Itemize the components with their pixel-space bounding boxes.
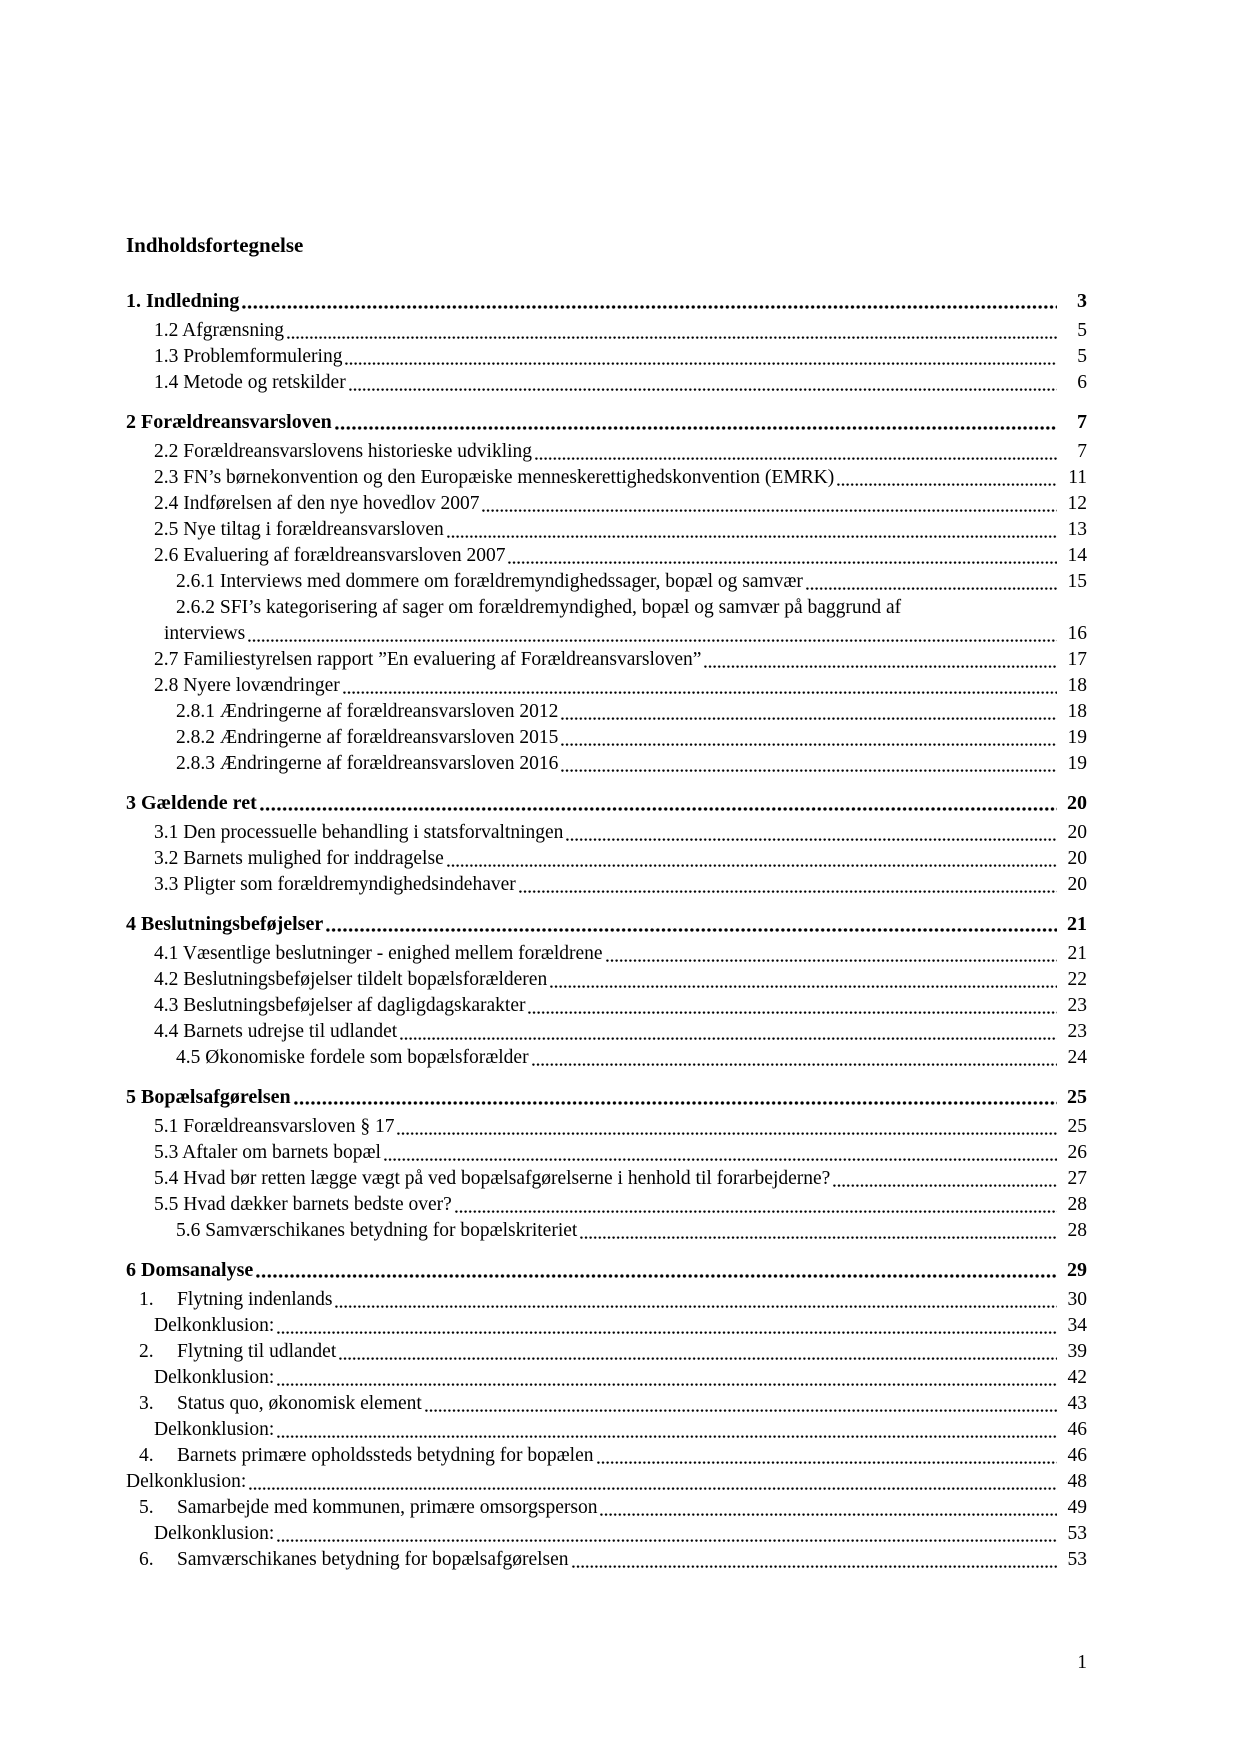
dotted-leader: [277, 1382, 1057, 1386]
dotted-leader: [294, 1100, 1057, 1105]
dotted-leader: [600, 1512, 1057, 1516]
toc-entry-label: 4.4 Barnets udrejse til udlandet: [154, 1021, 398, 1042]
toc-entry-label: 2.6.1 Interviews med dommere om forældremyndighedssager, bopæl og samvær: [176, 571, 803, 592]
dotted-leader: [384, 1157, 1057, 1161]
toc-entry-label: 5.1 Forældreansvarsloven § 17: [154, 1116, 395, 1137]
toc-entry: [126, 1019, 1087, 1045]
toc-entry-label: 4.5 Økonomiske fordele som bopælsforælder: [176, 1047, 529, 1068]
dotted-leader: [550, 984, 1057, 988]
toc-list: [126, 288, 1087, 1573]
dotted-leader: [508, 560, 1057, 564]
toc-entry-label: 1.4 Metode og retskilder: [154, 372, 346, 393]
toc-entry-page-number: 21: [1067, 913, 1087, 935]
toc-entry: [126, 1417, 1087, 1443]
toc-entry-page-number: 20: [1067, 792, 1087, 814]
toc-entry-page-number: 21: [1067, 943, 1087, 964]
toc-entry: [126, 517, 1087, 543]
toc-entry: [126, 543, 1087, 569]
toc-entry: [126, 872, 1087, 898]
toc-entry-page-number: 15: [1067, 571, 1087, 592]
toc-entry: [126, 941, 1087, 967]
toc-entry-label: Samarbejde med kommunen, primære omsorgsperson: [177, 1497, 598, 1518]
toc-entry: [126, 647, 1087, 673]
toc-entry: [126, 344, 1087, 370]
toc-entry-page-number: 5: [1077, 346, 1087, 367]
dotted-leader: [519, 889, 1057, 893]
toc-entry: [126, 370, 1087, 396]
dotted-leader: [597, 1460, 1058, 1464]
page-title: Indholdsfortegnelse: [126, 233, 304, 257]
toc-entry-number: 4.: [139, 1445, 154, 1466]
dotted-leader: [400, 1036, 1057, 1040]
dotted-leader: [277, 1330, 1057, 1334]
toc-entry-page-number: 42: [1067, 1367, 1087, 1388]
toc-entry: [126, 1114, 1087, 1140]
dotted-leader: [277, 1538, 1057, 1542]
toc-entry-label: 2.6 Evaluering af forældreansvarsloven 2007: [154, 545, 506, 566]
dotted-leader: [837, 482, 1057, 486]
dotted-leader: [335, 425, 1057, 430]
toc-entry-label: 5.3 Aftaler om barnets bopæl: [154, 1142, 381, 1163]
toc-entry-page-number: 46: [1067, 1445, 1087, 1466]
toc-entry: [126, 1391, 1087, 1417]
toc-entry-page-number: 6: [1077, 372, 1087, 393]
toc-entry: [126, 1045, 1087, 1071]
toc-entry-label: 2.8 Nyere lovændringer: [154, 675, 340, 696]
toc-entry: [126, 439, 1087, 465]
toc-entry-label: 1. Indledning: [126, 290, 240, 312]
dotted-leader: [256, 1273, 1057, 1278]
toc-entry: [126, 1521, 1087, 1547]
dotted-leader: [335, 1304, 1057, 1308]
toc-entry-label: 1.2 Afgrænsning: [154, 320, 285, 341]
dotted-leader: [345, 361, 1057, 365]
toc-entry-page-number: 20: [1067, 874, 1087, 895]
toc-entry-page-number: 18: [1067, 675, 1087, 696]
toc-entry-label: Samværschikanes betydning for bopælsafgørelsen: [177, 1549, 569, 1570]
toc-entry-label: 2.5 Nye tiltag i forældreansvarsloven: [154, 519, 444, 540]
toc-entry-page-number: 48: [1067, 1471, 1087, 1492]
toc-entry-page-number: 12: [1067, 493, 1087, 514]
dotted-leader: [339, 1356, 1057, 1360]
toc-entry-label: 2.8.1 Ændringerne af forældreansvarsloven 2012: [176, 701, 559, 722]
toc-entry: [126, 1257, 1087, 1283]
dotted-leader: [447, 863, 1057, 867]
toc-entry-label: 3 Gældende ret: [126, 792, 257, 814]
toc-entry-page-number: 49: [1067, 1497, 1087, 1518]
toc-entry-page-number: 14: [1067, 545, 1087, 566]
dotted-leader: [447, 534, 1057, 538]
toc-entry-number: 2.: [139, 1341, 154, 1362]
toc-entry: [126, 1443, 1087, 1469]
dotted-leader: [248, 638, 1057, 642]
dotted-leader: [806, 586, 1057, 590]
toc-entry-page-number: 27: [1067, 1168, 1087, 1189]
toc-entry-label: 3.2 Barnets mulighed for inddragelse: [154, 848, 444, 869]
toc-entry-page-number: 25: [1067, 1116, 1087, 1137]
toc-entry-label: 1.3 Problemformulering: [154, 346, 343, 367]
toc-entry: [126, 993, 1087, 1019]
dotted-leader: [704, 664, 1057, 668]
dotted-leader: [425, 1408, 1057, 1412]
toc-entry-label: 4.2 Beslutningsbeføjelser tildelt bopælsforælderen: [154, 969, 548, 990]
toc-entry-page-number: 28: [1067, 1220, 1087, 1241]
footer-page-number: 1: [1077, 1652, 1087, 1673]
dotted-leader: [606, 958, 1057, 962]
dotted-leader: [572, 1564, 1057, 1568]
toc-entry-label: Status quo, økonomisk element: [177, 1393, 422, 1414]
toc-entry: [126, 967, 1087, 993]
dotted-leader: [528, 1010, 1057, 1014]
toc-entry-page-number: 7: [1077, 441, 1087, 462]
dotted-leader: [397, 1131, 1057, 1135]
toc-entry-page-number: 22: [1067, 969, 1087, 990]
toc-entry-page-number: 5: [1077, 320, 1087, 341]
dotted-leader: [287, 335, 1057, 339]
dotted-leader: [566, 837, 1057, 841]
toc-entry-label: 4.1 Væsentlige beslutninger - enighed mellem forældrene: [154, 943, 603, 964]
toc-entry-page-number: 20: [1067, 822, 1087, 843]
toc-entry-label: 2 Forældreansvarsloven: [126, 411, 332, 433]
toc-entry: [126, 751, 1087, 777]
toc-entry: [126, 1166, 1087, 1192]
toc-entry: [126, 1084, 1087, 1110]
toc-entry-page-number: 53: [1067, 1549, 1087, 1570]
toc-entry-label: Barnets primære opholdssteds betydning for bopælen: [177, 1445, 594, 1466]
toc-entry: [126, 911, 1087, 937]
toc-entry-page-number: 19: [1067, 753, 1087, 774]
toc-entry: [126, 1313, 1087, 1339]
toc-entry-label: 2.4 Indførelsen af den nye hovedlov 2007: [154, 493, 480, 514]
toc-entry: [126, 1547, 1087, 1573]
toc-entry-label: 2.2 Forældreansvarslovens historieske udvikling: [154, 441, 533, 462]
toc-entry-page-number: 20: [1067, 848, 1087, 869]
toc-entry-page-number: 28: [1067, 1194, 1087, 1215]
toc-entry-label: Delkonklusion:: [154, 1315, 275, 1336]
toc-entry-page-number: 26: [1067, 1142, 1087, 1163]
toc-entry: [126, 820, 1087, 846]
toc-entry-page-number: 23: [1067, 1021, 1087, 1042]
toc-entry-label: Flytning til udlandet: [177, 1341, 337, 1362]
dotted-leader: [349, 387, 1057, 391]
toc-entry-label: 3.1 Den processuelle behandling i statsforvaltningen: [154, 822, 564, 843]
toc-entry-page-number: 11: [1068, 467, 1087, 488]
toc-entry-label: 5.6 Samværschikanes betydning for bopælskriteriet: [176, 1220, 578, 1241]
toc-entry-label: 4 Beslutningsbeføjelser: [126, 913, 324, 935]
toc-entry-number: 3.: [139, 1393, 154, 1414]
toc-entry-label: interviews: [164, 623, 246, 644]
dotted-leader: [904, 612, 1081, 616]
toc-entry: [126, 1365, 1087, 1391]
toc-entry-page-number: 53: [1067, 1523, 1087, 1544]
dotted-leader: [482, 508, 1057, 512]
toc-entry: [126, 1218, 1087, 1244]
toc-entry-label: 5.5 Hvad dækker barnets bedste over?: [154, 1194, 452, 1215]
toc-entry-label: Delkonklusion:: [154, 1419, 275, 1440]
toc-entry-label: 6 Domsanalyse: [126, 1259, 254, 1281]
toc-entry: [126, 288, 1087, 314]
toc-entry: [126, 1140, 1087, 1166]
toc-entry: [126, 318, 1087, 344]
toc-entry-label: Delkonklusion:: [154, 1367, 275, 1388]
dotted-leader: [343, 690, 1057, 694]
toc-entry-page-number: 16: [1067, 623, 1087, 644]
dotted-leader: [561, 716, 1057, 720]
dotted-leader: [561, 742, 1057, 746]
toc-entry-label: 2.8.3 Ændringerne af forældreansvarsloven 2016: [176, 753, 559, 774]
toc-entry-page-number: 17: [1067, 649, 1087, 670]
toc-entry-page-number: 46: [1067, 1419, 1087, 1440]
toc-entry: [126, 491, 1087, 517]
dotted-leader: [277, 1434, 1057, 1438]
toc-entry: [126, 621, 1087, 647]
dotted-leader: [580, 1235, 1057, 1239]
toc-entry-number: 6.: [139, 1549, 154, 1570]
toc-entry: [126, 569, 1087, 595]
dotted-leader: [249, 1486, 1057, 1490]
toc-entry-label: 4.3 Beslutningsbeføjelser af dagligdagskarakter: [154, 995, 526, 1016]
toc-entry: [126, 846, 1087, 872]
dotted-leader: [561, 768, 1057, 772]
toc-entry: [126, 465, 1087, 491]
toc-entry-page-number: 39: [1067, 1341, 1087, 1362]
toc-entry-label: 2.6.2 SFI’s kategorisering af sager om forældremyndighed, bopæl og samvær på baggrund af: [176, 597, 902, 618]
toc-entry: [126, 595, 1087, 621]
dotted-leader: [260, 806, 1057, 811]
dotted-leader: [833, 1183, 1057, 1187]
toc-entry-page-number: 7: [1077, 411, 1087, 433]
toc-entry: [126, 1469, 1087, 1495]
toc-entry-label: Delkonklusion:: [154, 1523, 275, 1544]
toc-entry: [126, 1495, 1087, 1521]
dotted-leader: [535, 456, 1057, 460]
toc-entry-label: 3.3 Pligter som forældremyndighedsindehaver: [154, 874, 516, 895]
toc-entry: [126, 1339, 1087, 1365]
toc-entry: [126, 790, 1087, 816]
dotted-leader: [242, 304, 1057, 309]
toc-entry-label: 2.7 Familiestyrelsen rapport ”En evaluering af Forældreansvarsloven”: [154, 649, 702, 670]
toc-entry-page-number: 18: [1067, 701, 1087, 722]
toc-entry-page-number: 23: [1067, 995, 1087, 1016]
toc-entry-label: 5.4 Hvad bør retten lægge vægt på ved bopælsafgørelserne i henhold til forarbejderne?: [154, 1168, 831, 1189]
toc-entry-page-number: 25: [1067, 1086, 1087, 1108]
toc-entry: [126, 409, 1087, 435]
toc-entry-label: Flytning indenlands: [177, 1289, 333, 1310]
toc-entry-page-number: 34: [1067, 1315, 1087, 1336]
toc-entry-page-number: 3: [1077, 290, 1087, 312]
toc-entry: [126, 725, 1087, 751]
dotted-leader: [532, 1062, 1057, 1066]
toc-entry: [126, 1287, 1087, 1313]
toc-entry-page-number: 19: [1067, 727, 1087, 748]
dotted-leader: [455, 1209, 1057, 1213]
toc-entry: [126, 1192, 1087, 1218]
toc-entry-label: 2.3 FN’s børnekonvention og den Europæiske menneskerettighedskonvention (EMRK): [154, 467, 835, 488]
toc-entry-page-number: 43: [1067, 1393, 1087, 1414]
toc-entry: [126, 699, 1087, 725]
dotted-leader: [326, 927, 1057, 932]
toc-entry: [126, 673, 1087, 699]
toc-entry-label: 2.8.2 Ændringerne af forældreansvarsloven 2015: [176, 727, 559, 748]
toc-entry-number: 5.: [139, 1497, 154, 1518]
toc-entry-page-number: 29: [1067, 1259, 1087, 1281]
toc-entry-number: 1.: [139, 1289, 154, 1310]
toc-entry-page-number: 13: [1067, 519, 1087, 540]
toc-entry-label: 5 Bopælsafgørelsen: [126, 1086, 291, 1108]
toc-entry-page-number: 24: [1067, 1047, 1087, 1068]
toc-entry-page-number: 30: [1067, 1289, 1087, 1310]
toc-entry-label: Delkonklusion:: [126, 1471, 247, 1492]
